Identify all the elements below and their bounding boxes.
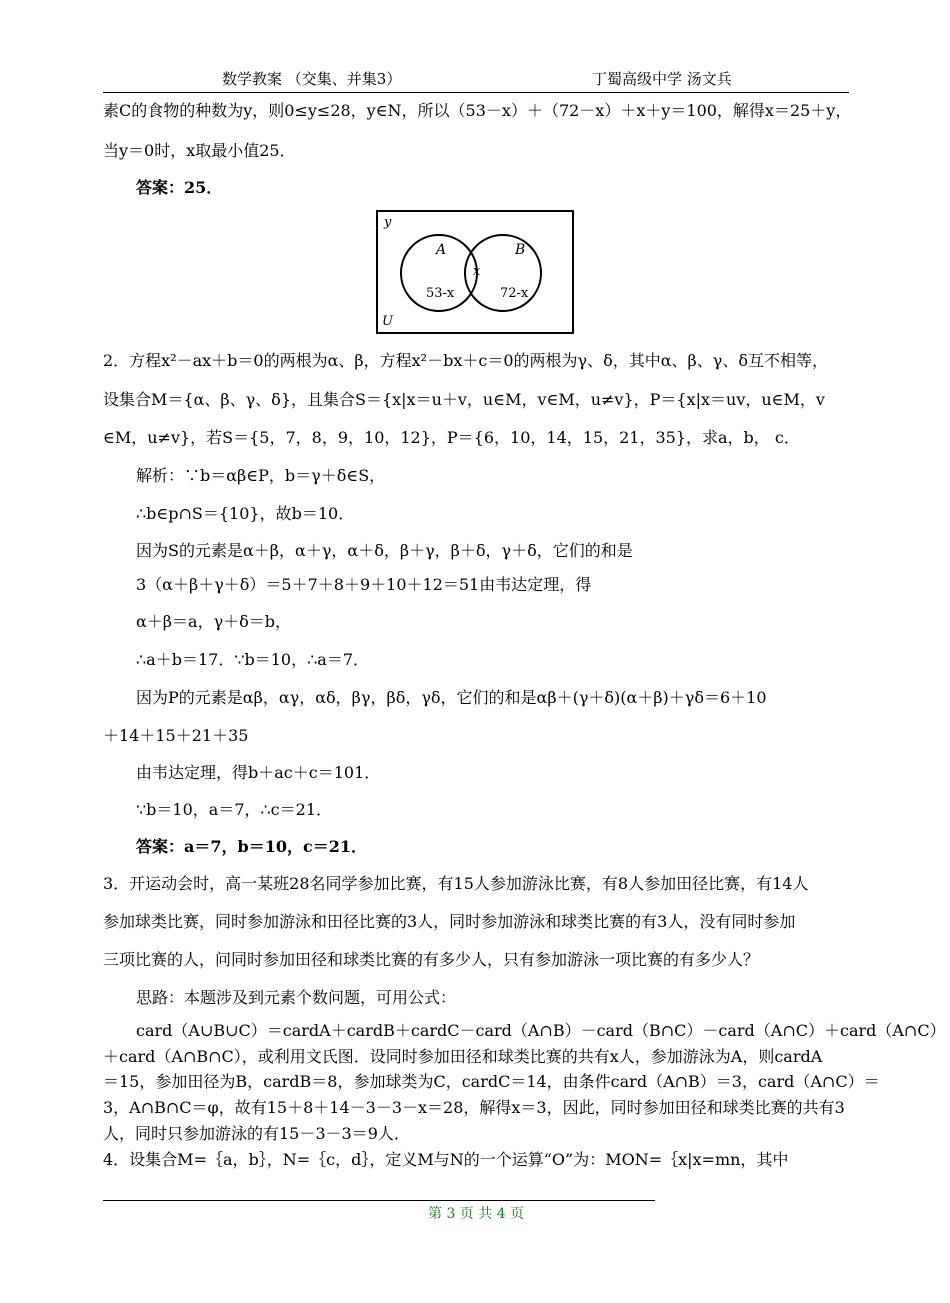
venn-corner-bottom: U (382, 314, 393, 329)
text-line: 三项比赛的人，问同时参加田径和球类比赛的有多少人，只有参加游泳一项比赛的有多少人？ (103, 950, 760, 969)
text-line: 当y＝0时，x取最小值25． (103, 141, 296, 160)
text-line: ＝15，参加田径为B，cardB＝8，参加球类为C，cardC＝14，由条件card（A∩B）＝3，card（A∩C）＝ (103, 1072, 880, 1091)
text-line: 人，同时只参加游泳的有15－3－3＝9人． (103, 1124, 410, 1143)
approach-line: 思路：本题涉及到元素个数问题，可用公式： (136, 988, 457, 1007)
venn-label-b-only: 72-x (500, 286, 529, 301)
text-line: 参加球类比赛，同时参加游泳和田径比赛的3人，同时参加游泳和球类比赛的有3人，没有同时参加 (103, 912, 796, 931)
text-line: card（A∪B∪C）＝cardA＋cardB＋cardC－card（A∩B）－card（B∩C）－card（A∩C）＋card（A∩C） (136, 1021, 946, 1040)
venn-corner-top: y (384, 215, 392, 230)
footer-rule (103, 1200, 655, 1201)
text-line: ∈M，u≠v}，若S＝{5，7，8，9，10，12}，P＝{6，10，14，15，21，35}，求a，b， c． (103, 428, 800, 447)
venn-label-a: A (436, 242, 447, 258)
text-line: 由韦达定理，得b＋ac＋c＝101． (136, 763, 381, 782)
text-line: 3（α＋β＋γ＋δ）＝5＋7＋8＋9＋10＋12＝51由韦达定理，得 (136, 575, 592, 594)
venn-label-b: B (515, 242, 526, 258)
text-line: 3，A∩B∩C＝φ，故有15＋8＋14－3－3－x＝28，解得x＝3，因此，同时参加田径和球类比赛的共有3 (103, 1098, 845, 1117)
venn-label-a-only: 53-x (426, 286, 455, 301)
text-line: 2．方程x²－ax＋b＝0的两根为α、β，方程x²－bx＋c＝0的两根为γ、δ，其中α、β、γ、δ互不相等， (103, 351, 828, 370)
text-line: 3．开运动会时，高一某班28名同学参加比赛，有15人参加游泳比赛，有8人参加田径比赛，有14人 (103, 874, 809, 893)
text-line: 素C的食物的种数为y，则0≤y≤28，y∈N，所以（53－x）＋（72－x）＋x＋y＝100，解得x＝25＋y， (103, 101, 852, 120)
text-line: ∴a＋b＝17．∵b＝10，∴a＝7． (136, 650, 370, 669)
text-line: 4．设集合M=｛a，b｝，N=｛c，d｝，定义M与N的一个运算“O”为：MON=｛x|x=mn，其中 (103, 1150, 789, 1169)
text-line: α＋β＝a，γ＋δ＝b， (136, 612, 292, 631)
header-rule (103, 92, 849, 93)
text-line: 因为S的元素是α＋β，α＋γ，α＋δ，β＋γ，β＋δ，γ＋δ，它们的和是 (136, 541, 633, 560)
answer-line: 答案：a＝7，b＝10，c＝21． (136, 837, 367, 856)
page-number: 第 3 页 共 4 页 (428, 1206, 525, 1222)
header-right: 丁蜀高级中学 汤文兵 (592, 70, 732, 88)
header-left: 数学教案 （交集、并集3） (222, 70, 402, 88)
analysis-line: 解析：∵b＝αβ∈P，b＝γ＋δ∈S， (136, 466, 386, 485)
text-line: ＋14＋15＋21＋35 (103, 726, 249, 745)
venn-label-x: x (473, 264, 481, 279)
text-line: ＋card（A∩B∩C），或利用文氏图．设同时参加田径和球类比赛的共有x人，参加游泳为A，则cardA (103, 1047, 823, 1066)
venn-diagram (376, 210, 574, 334)
text-line: ∴b∈p∩S＝{10}，故b＝10． (136, 504, 355, 523)
text-line: ∵b＝10，a＝7，∴c＝21． (136, 800, 333, 819)
text-line: 设集合M＝{α、β、γ、δ}，且集合S＝{x|x＝u＋v，u∈M，v∈M，u≠v}，P＝{x|x＝uv，u∈M，v (103, 390, 825, 409)
text-line: 因为P的元素是αβ，αγ，αδ，βγ，βδ，γδ，它们的和是αβ＋(γ＋δ)(α＋β)＋γδ＝6＋10 (136, 688, 767, 707)
answer-line: 答案：25． (136, 178, 223, 197)
